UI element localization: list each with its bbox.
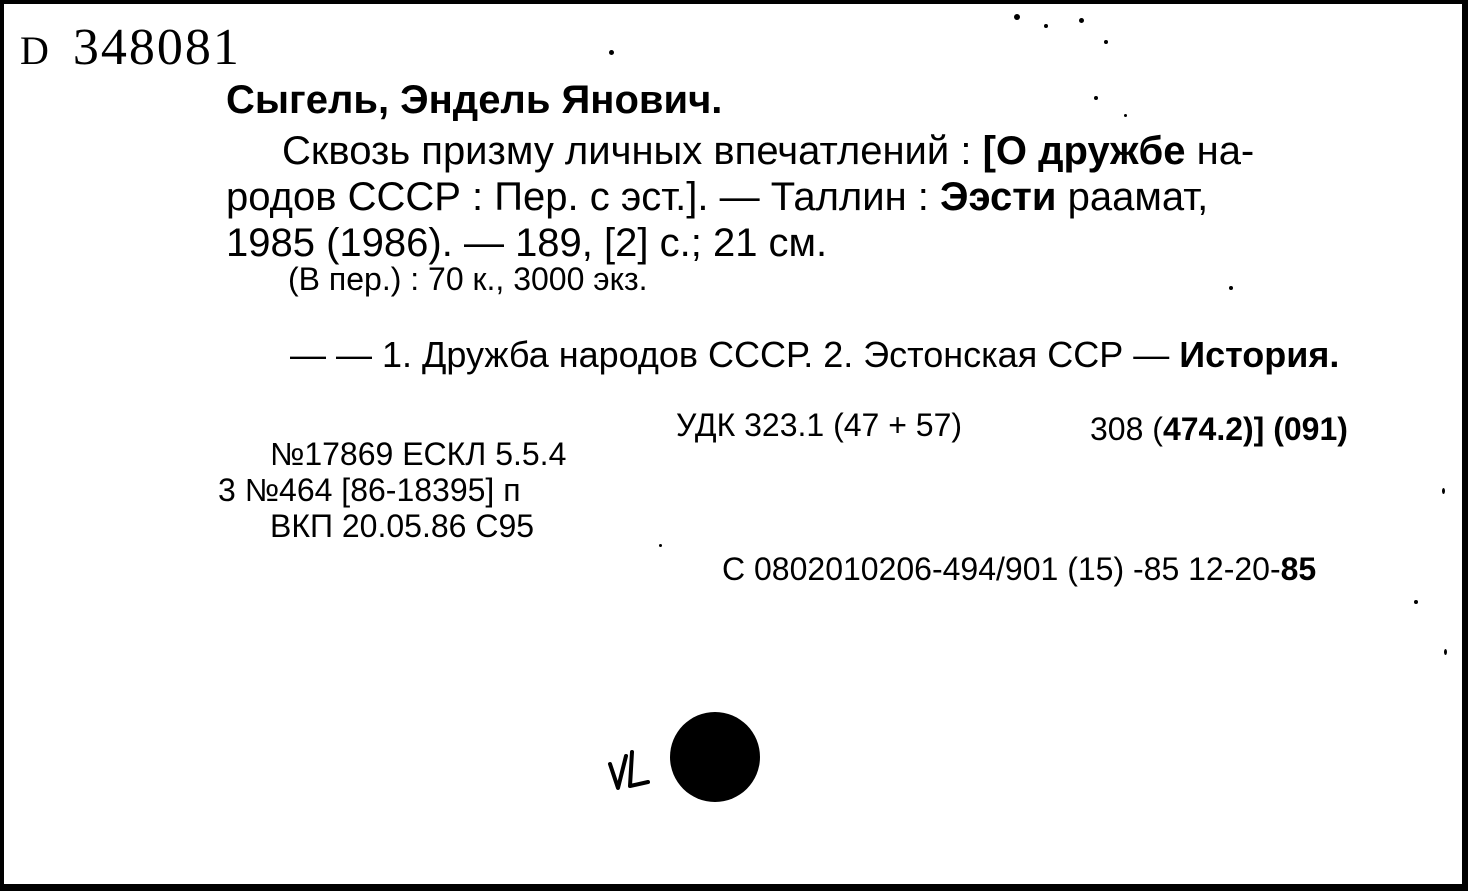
inventory-number: 348081: [72, 19, 241, 76]
title-line-1: Сквозь призму личных впечатлений : [О дружбе на-: [282, 129, 1255, 173]
scan-speck: [659, 544, 662, 547]
bibliographic-description: [226, 128, 1388, 266]
handwritten-mark: [604, 746, 664, 808]
scan-speck: [1014, 14, 1020, 20]
registration-line-3: ВКП 20.05.86 С95: [270, 508, 535, 544]
registration-line-2: 3 №464 [86-18395] п: [218, 472, 521, 508]
scan-speck: [1414, 600, 1418, 604]
scan-speck: [1444, 649, 1447, 655]
handwritten-mark-icon: [604, 746, 664, 796]
scan-speck: [1229, 286, 1233, 290]
scan-speck: [1442, 488, 1445, 494]
registration-block: [218, 436, 566, 544]
scan-speck: [1079, 18, 1084, 23]
udk-code: УДК 323.1 (47 + 57): [676, 407, 963, 443]
scan-speck: [609, 50, 614, 55]
scan-speck: [1094, 96, 1098, 100]
scan-speck: [1044, 24, 1048, 28]
catalog-card: [4, 4, 1462, 884]
inventory-stamp: [20, 18, 241, 81]
author-heading: Сыгель, Эндель Янович.: [226, 78, 723, 122]
inventory-prefix: D: [20, 28, 51, 73]
title-line-2: родов СССР : Пер. с эст.]. — Таллин : Ээсти раамат,: [226, 175, 1209, 219]
registration-line-1: №17869 ЕСКЛ 5.5.4: [270, 436, 567, 472]
classification-code: С 0802010206-494/901 (15) -85 12-20-85: [722, 551, 1317, 587]
scan-speck: [1104, 40, 1108, 44]
scan-speck: [1124, 114, 1127, 117]
title-line-3: 1985 (1986). — 189, [2] с.; 21 см.: [226, 221, 828, 265]
udk-code-secondary: 308 (474.2)] (091): [1090, 411, 1348, 447]
subject-headings: — — 1. Дружба народов СССР. 2. Эстонская ССР — История.: [290, 334, 1340, 375]
price-info: (В пер.) : 70 к., 3000 экз.: [288, 261, 648, 297]
punch-dot: [670, 712, 760, 802]
